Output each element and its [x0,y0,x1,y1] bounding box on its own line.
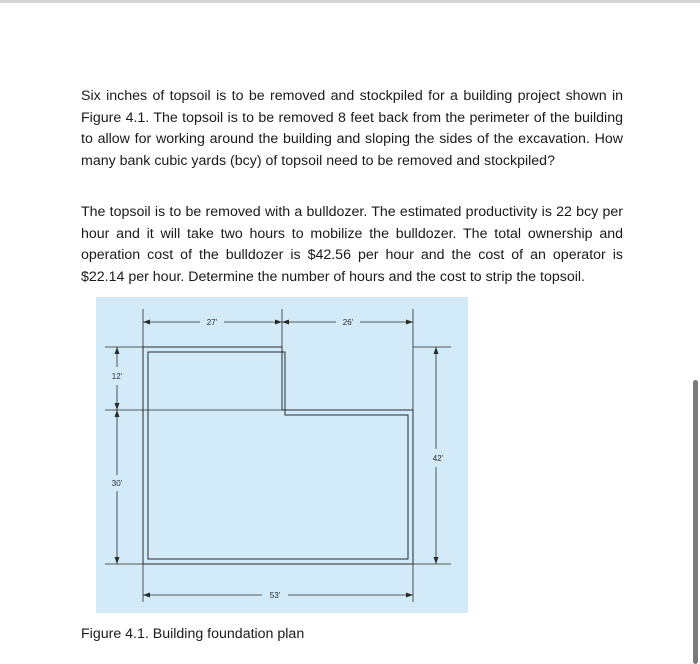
figure-caption: Figure 4.1. Building foundation plan [81,626,305,642]
dimension-right: 42' [432,454,444,463]
building-outline-inner [148,352,408,559]
problem-paragraph-1: Six inches of topsoil is to be removed and stockpiled for a building project shown in Figure 4.1. The topsoil is to be removed 8 feet back from the perimeter of the building to allow for working around the building and sloping the sides of the excavation. How many bank cubic yards (bcy) of topsoil need to be removed and stockpiled? [81,88,623,169]
top-divider [0,0,700,3]
foundation-plan-drawing [96,297,468,613]
dimension-top-right: 26' [342,318,354,327]
scrollbar-thumb[interactable] [693,380,698,664]
dimension-bottom: 53' [269,591,281,600]
problem-paragraph-2: The topsoil is to be removed with a bulldozer. The estimated productivity is 22 bcy per hour and it will take two hours to mobilize the bulldozer. The total ownership and operation cost of the bulldozer is $42.56 per hour and the cost of an operator is $22.14 per hour. Determine the number of hours and the cost to strip the topsoil. [81,204,623,285]
foundation-plan-figure [96,297,468,613]
dimension-left-upper: 12' [111,372,123,381]
dimension-top-left: 27' [206,318,218,327]
dimension-left-lower: 30' [111,479,123,488]
building-outline [143,347,413,564]
